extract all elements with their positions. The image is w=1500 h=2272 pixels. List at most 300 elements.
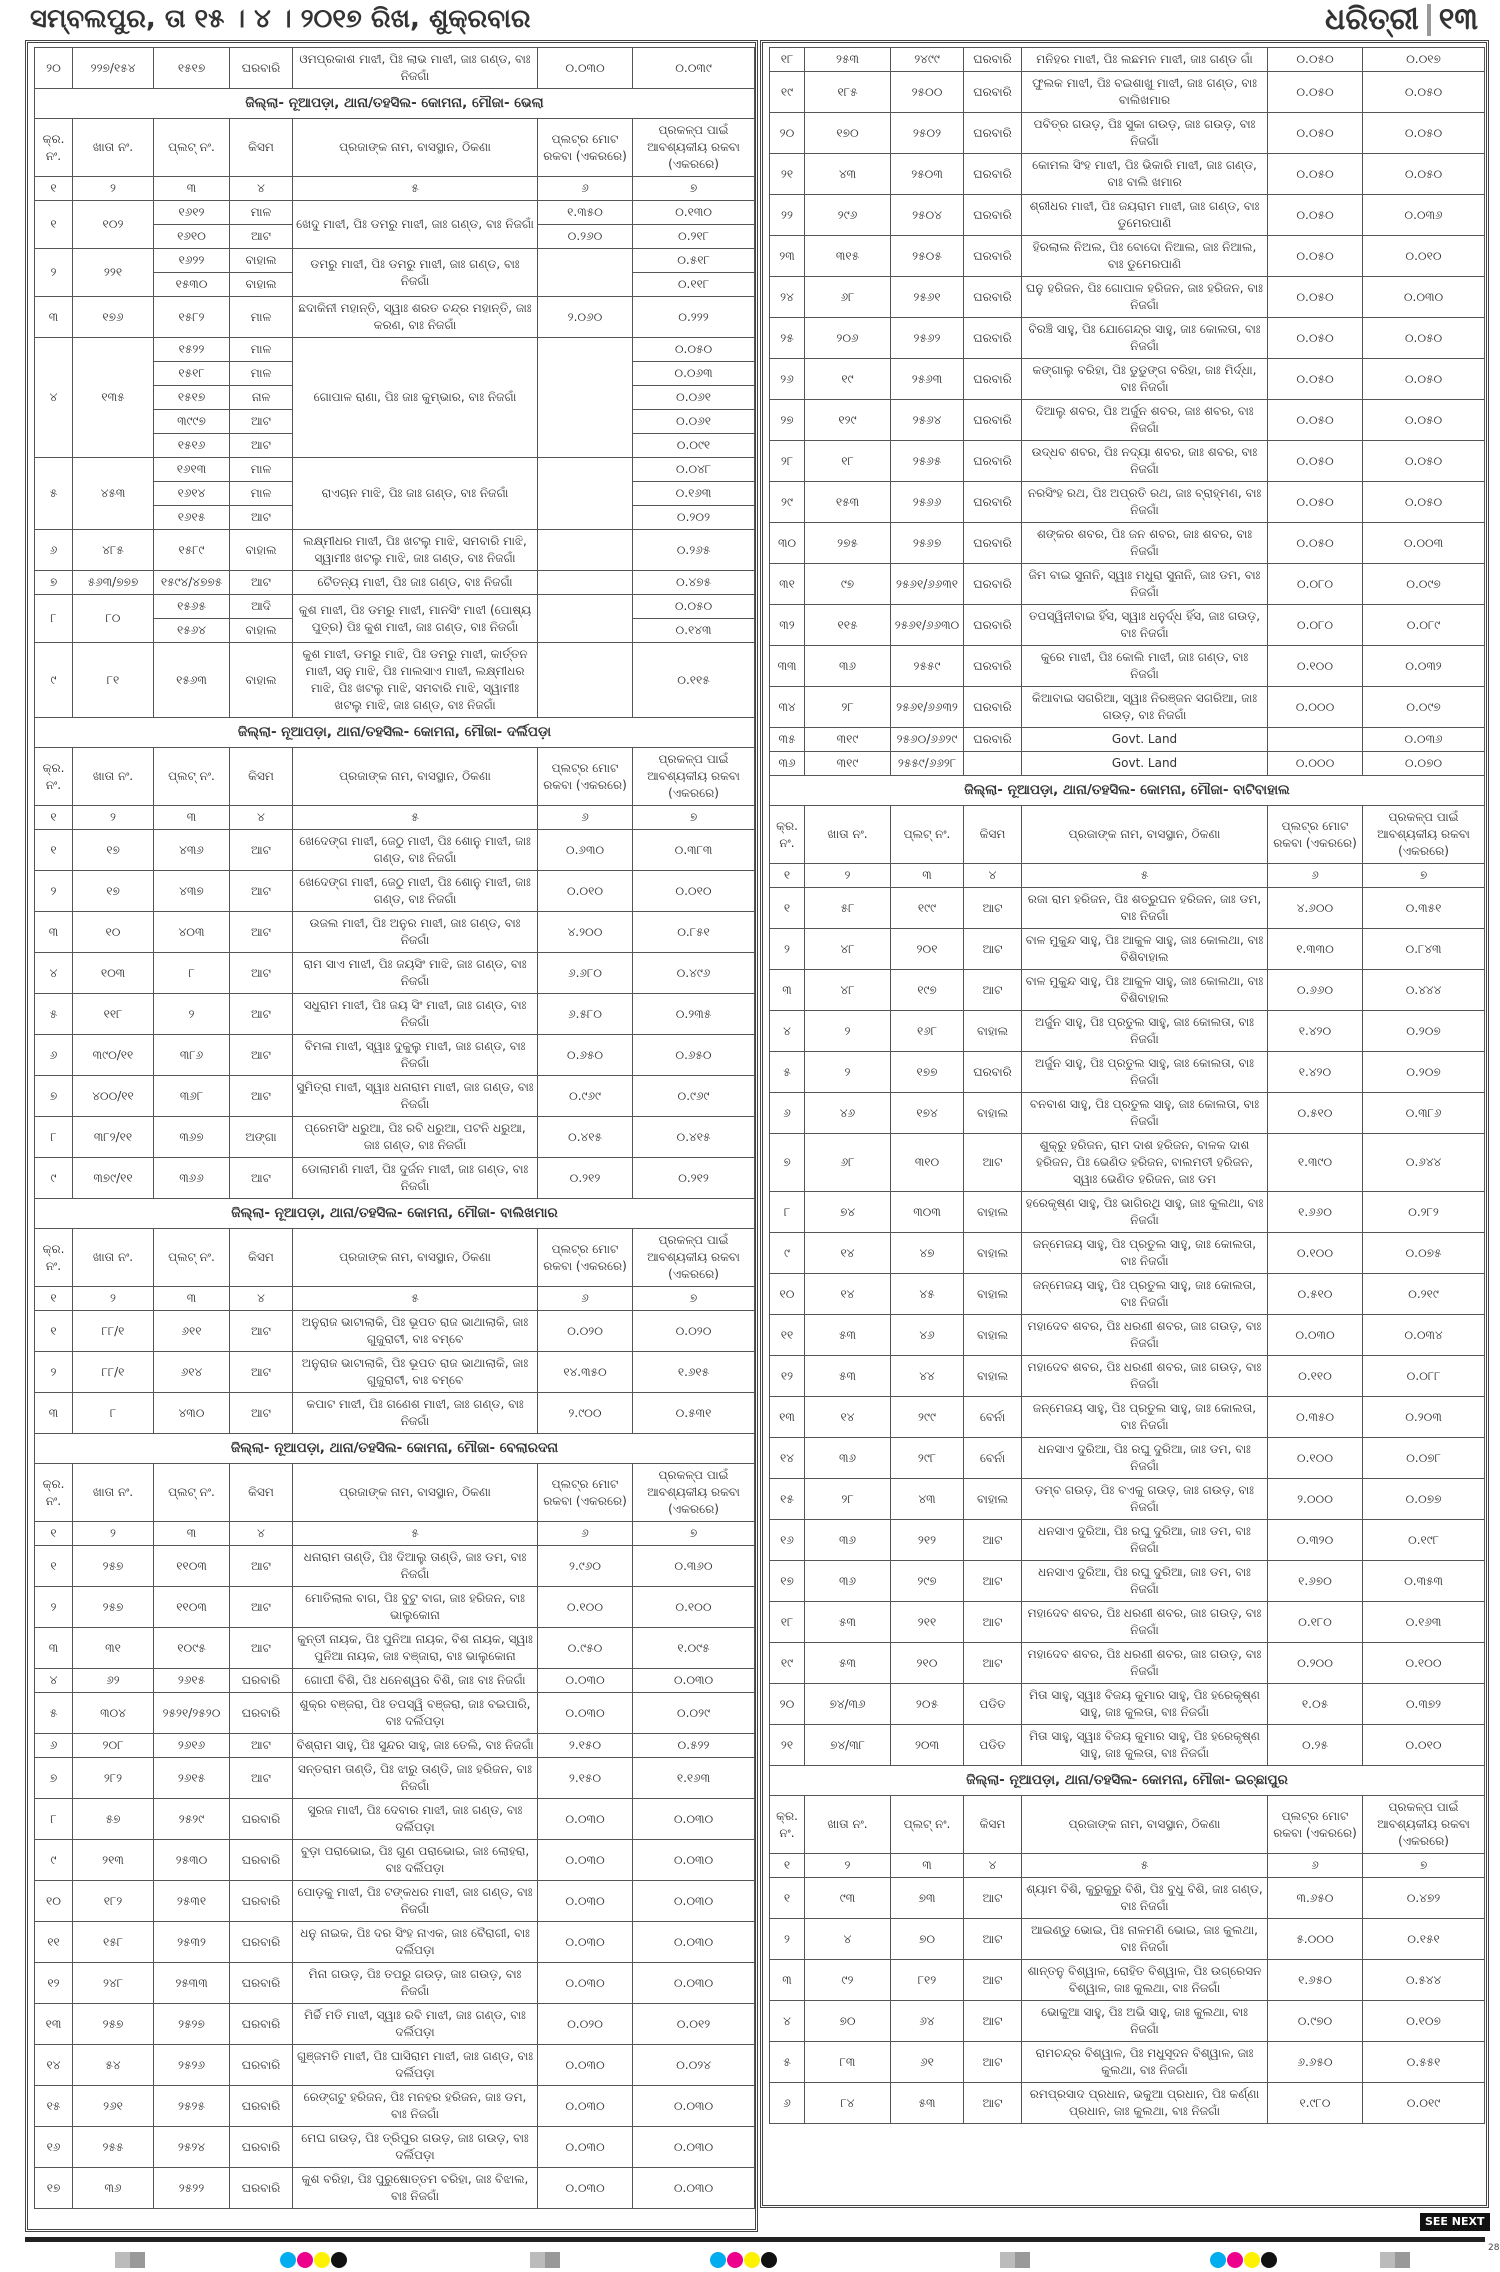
header-plot-no: ପ୍ଲଟ୍ ନଂ. <box>154 748 230 806</box>
plot-total-area: ୦.୦୨୦ <box>538 2004 633 2045</box>
required-area: ୦.୦୧୦ <box>633 871 755 912</box>
serial-no: ୨୩ <box>770 236 805 277</box>
serial-no: ୧୬ <box>35 2127 73 2168</box>
newspaper-brand <box>1325 2 1478 37</box>
serial-no: ୩ <box>35 1628 73 1669</box>
serial-no: ୨ <box>35 249 73 297</box>
plot-total-area: ୦.୦୩୦ <box>538 48 633 89</box>
serial-no: ୮ <box>770 1192 805 1233</box>
plot-total-area: ୦.୦୮୦ <box>1268 605 1363 646</box>
table-row <box>35 1922 755 1963</box>
khata-no: ୫୪ <box>73 2045 154 2086</box>
owner-name-address: ସୁରଜ ମାଝୀ, ପିଃ ଦେବାର ମାଝୀ, ଜାଃ ଗଣ୍ଡ, ବାଃ ଦର୍ଲିପଡ଼ା <box>293 1799 538 1840</box>
khata-no: ୧୧୮ <box>73 994 154 1035</box>
table-row <box>35 1799 755 1840</box>
khata-no: ୩୮୨/୧୧ <box>73 1117 154 1158</box>
plot-no: ୪୬ <box>891 1315 964 1356</box>
khata-no: ୨୮୨ <box>73 1758 154 1799</box>
khata-no: ୨୫୩ <box>805 48 891 72</box>
owner-name-address: ଗୋପାଳ ରାଣା, ପିଃ ଜାଃ କୁମ୍ଭାର, ବାଃ ନିଜଗାଁ <box>293 338 538 458</box>
land-type: ଘରବାରି <box>230 1963 293 2004</box>
owner-name-address: ରେଙ୍ଗଟୁ ହରିଜନ, ପିଃ ମନହର ହରିଜନ, ଜାଃ ଡମ, ବାଃ ନିଜଗାଁ <box>293 2086 538 2127</box>
plot-total-area: ୦.୧୦୦ <box>1268 1438 1363 1479</box>
owner-name-address: ଭୋକୁଆ ସାହୁ, ପିଃ ଅଭି ସାହୁ, ଜାଃ କୁଲଥା, ବାଃ ନିଜଗାଁ <box>1022 2001 1268 2042</box>
owner-name-address: କୁରେ ମାଝୀ, ପିଃ କୋଲି ମାଝୀ, ଜାଃ ଗଣ୍ଡ, ବାଃ ନିଜଗାଁ <box>1022 646 1268 687</box>
khata-no: ୩୧୫ <box>805 236 891 277</box>
plot-total-area: ୧.୩୫୦ <box>538 201 633 225</box>
plot-no: ୩୧୦ <box>891 1134 964 1192</box>
required-area: ୦.୦୧୭ <box>1363 48 1485 72</box>
required-area: ୦.୫୧୮ <box>633 249 755 273</box>
serial-no: ୧୦ <box>770 1274 805 1315</box>
serial-no: ୬ <box>35 1734 73 1758</box>
required-area: ୦.୦୬୧ <box>633 386 755 410</box>
owner-name-address: ତପସ୍ୱିନୀବାଇ ହିଁସ, ସ୍ୱାଃ ଧନୁର୍ଦ୍ଧ ହିଁସ, ଜାଃ ଗଉଡ଼, ବାଃ ନିଜଗାଁ <box>1022 605 1268 646</box>
owner-name-address: ପ୍ରେମସିଂ ଧରୁଆ, ପିଃ ରବି ଧରୁଆ, ପଟନି ଧରୁଆ, ଜାଃ ଗଣ୍ଡ, ବାଃ ନିଜଗାଁ <box>293 1117 538 1158</box>
right-column <box>760 40 1489 2208</box>
plot-no: ୨୫୩୧ <box>154 1881 230 1922</box>
khata-no: ୩୬ <box>73 2168 154 2209</box>
plot-total-area: ୦.୦୩୦ <box>538 1669 633 1693</box>
khata-no: ୯୭ <box>805 564 891 605</box>
required-area: ୦.୦୧୦ <box>1363 1725 1485 1766</box>
khata-no: ୨୫୭ <box>73 2004 154 2045</box>
khata-no: ୧୩୫ <box>73 338 154 458</box>
required-area: ୦.୦୮୮ <box>1363 1356 1485 1397</box>
required-area: ୦.୦୫୦ <box>633 338 755 362</box>
serial-no: ୧ <box>35 830 73 871</box>
khata-no: ୨୬୧ <box>73 2086 154 2127</box>
serial-no: ୬ <box>770 2083 805 2124</box>
plot-total-area: ୦.୯୬୯ <box>538 1076 633 1117</box>
plot-total-area: ୦.୦୩୦ <box>538 1922 633 1963</box>
required-area: ୦.୧୯୮ <box>1363 1520 1485 1561</box>
plot-total-area: ୦.୧୧୦ <box>1268 1356 1363 1397</box>
land-type: ଘରବାରି <box>230 2045 293 2086</box>
required-area: ୦.୧୫୧ <box>1363 1919 1485 1960</box>
land-type: ଘରବାରି <box>964 236 1022 277</box>
plot-total-area: ୦.୦୫୦ <box>1268 154 1363 195</box>
land-type: ବାହାଲ <box>964 1093 1022 1134</box>
required-area: ୦.୦୫୦ <box>1363 400 1485 441</box>
table-row <box>770 1684 1485 1725</box>
plot-total-area: ୦.୧୦୦ <box>538 1587 633 1628</box>
khata-no: ୨ <box>805 1052 891 1093</box>
serial-no: ୩୬ <box>770 752 805 776</box>
section-title: ଜିଲ୍ଲା- ନୂଆପଡ଼ା, ଥାନା/ତହସିଲ- କୋମନା, ମୌଜା- ଭେଲା <box>35 89 755 119</box>
plot-no: ୧୭୪ <box>891 1093 964 1134</box>
serial-no: ୩୧ <box>770 564 805 605</box>
header-land-type: କିସମ <box>230 1229 293 1287</box>
plot-total-area: ୩.୬୫୦ <box>1268 1878 1363 1919</box>
column-number: ୫ <box>1022 864 1268 888</box>
khata-no: ୩୭୯/୧୧ <box>73 1158 154 1199</box>
plot-no: ୧୫୧୭ <box>154 48 230 89</box>
khata-no: ୫୭ <box>73 1799 154 1840</box>
khata-no: ୩୧ <box>73 1628 154 1669</box>
khata-no: ୮୧ <box>73 643 154 718</box>
owner-name-address: କପାଟ ମାଝୀ, ପିଃ ଗଣେଶ ମାଝୀ, ଜାଃ ଗଣ୍ଡ, ବାଃ ନିଜଗାଁ <box>293 1393 538 1434</box>
plot-no: ୬୪ <box>891 2001 964 2042</box>
table-row <box>35 297 755 338</box>
khata-no: ୨୨୭/୧୫୪ <box>73 48 154 89</box>
khata-no: ୩୬ <box>805 646 891 687</box>
owner-name-address: ଧନସାଏ ଦୁରିଆ, ପିଃ ରଘୁ ଦୁରିଆ, ଜାଃ ଡମ, ବାଃ ନିଜଗାଁ <box>1022 1438 1268 1479</box>
header-serial-no: କ୍ର.ନଂ. <box>35 119 73 177</box>
khata-no: ୪୦୦/୧୧ <box>73 1076 154 1117</box>
owner-name-address: ମିନା ଗଉଡ଼, ପିଃ ତପରୁ ଗଉଡ଼, ଜାଃ ଗଉଡ଼, ବାଃ ନିଜଗାଁ <box>293 1963 538 2004</box>
plot-total-area: ୦.୦୫୦ <box>1268 236 1363 277</box>
land-type: ବେର୍ନା <box>964 1438 1022 1479</box>
land-type: ବାହାଲ <box>964 1479 1022 1520</box>
serial-no: ୪ <box>35 1669 73 1693</box>
column-number: ୧ <box>35 177 73 201</box>
plot-no: ୧୬୧୦ <box>154 225 230 249</box>
required-area: ୦.୧୧୮ <box>633 273 755 297</box>
owner-name-address: ପୋଡ଼କୁ ମାଝୀ, ପିଃ ଟଙ୍କଧର ମାଝୀ, ଜାଃ ଗଣ୍ଡ, ବାଃ ନିଜଗାଁ <box>293 1881 538 1922</box>
owner-name-address: ଗୋପୀ ବିଶି, ପିଃ ଧନେଶ୍ୱର ବିଶି, ଜାଃ ବାଃ ନିଜଗାଁ <box>293 1669 538 1693</box>
required-area: ୦.୬୪୪ <box>1363 1134 1485 1192</box>
owner-name-address: ମିର୍ଚ୍ଚି ମତି ମାଝୀ, ସ୍ୱାଃ ରବି ମାଝୀ, ଜାଃ ଗଣ୍ଡ, ବାଃ ଦର୍ଲିପଡ଼ା <box>293 2004 538 2045</box>
plot-total-area: ୦.୦୮୦ <box>1268 564 1363 605</box>
required-area: ୦.୨୧୮ <box>633 225 755 249</box>
header-serial-no: କ୍ର.ନଂ. <box>35 1229 73 1287</box>
table-row <box>770 113 1485 154</box>
plot-total-area: ୨.୯୦୦ <box>538 1393 633 1434</box>
owner-name-address: ଖେଦେଙ୍ଗ ମାଝୀ, ଜେଠୁ ମାଝୀ, ପିଃ ଶୋନୁ ମାଝୀ, ଜାଃ ଗଣ୍ଡ, ବାଃ ନିଜଗାଁ <box>293 871 538 912</box>
column-number: ୭ <box>633 177 755 201</box>
plot-no: ୩୬୬ <box>154 1158 230 1199</box>
plot-no: ୧୫୯୪/୪୭୭୫ <box>154 571 230 595</box>
owner-name-address: ବିରଞ୍ଚି ସାହୁ, ପିଃ ଯୋଗେନ୍ଦ୍ର ସାହୁ, ଜାଃ କୋଲତା, ବାଃ ନିଜଗାଁ <box>1022 318 1268 359</box>
owner-name-address: କୁଶ ବରିହା, ପିଃ ପୁରୁଷୋତ୍ତମ ବରିହା, ଜାଃ ବିଝାଲ, ବାଃ ନିଜଗାଁ <box>293 2168 538 2209</box>
land-type: ଘରବାରି <box>964 728 1022 752</box>
plot-no: ୨୫୦୩ <box>891 154 964 195</box>
table-row <box>35 1693 755 1734</box>
land-type: ଆଟ <box>964 888 1022 929</box>
required-area: ୦.୩୬୦ <box>633 1546 755 1587</box>
header-required-area: ପ୍ରକଳ୍ପ ପାଇଁ ଆବଶ୍ୟକୀୟ ରକବା (ଏକରରେ) <box>633 748 755 806</box>
header-serial-no: କ୍ର.ନଂ. <box>770 806 805 864</box>
plot-no: ୧୫୮୨ <box>154 297 230 338</box>
table-row <box>35 2045 755 2086</box>
required-area: ୧.୦୯୫ <box>633 1628 755 1669</box>
serial-no: ୬ <box>35 530 73 571</box>
plot-no: ୨୧୦ <box>891 1643 964 1684</box>
plot-no: ୨୫୦୦ <box>891 72 964 113</box>
plot-total-area: ୦.୦୫୦ <box>1268 482 1363 523</box>
plot-total-area: ୦.୦୩୦ <box>538 2168 633 2209</box>
land-type: ଆଟ <box>230 994 293 1035</box>
land-type: ବାହାଲ <box>230 273 293 297</box>
table-row <box>770 1356 1485 1397</box>
required-area: ୦.୦୫୦ <box>1363 482 1485 523</box>
column-number: ୪ <box>230 1522 293 1546</box>
table-row <box>35 2086 755 2127</box>
table-row <box>770 195 1485 236</box>
plot-total-area: ୦.୬୬୦ <box>1268 970 1363 1011</box>
land-type: ଘରବାରି <box>964 1052 1022 1093</box>
plot-total-area: ୦.୦୩୦ <box>538 1693 633 1734</box>
required-area: ୦.୦୫୦ <box>1363 72 1485 113</box>
serial-no: ୧୫ <box>35 2086 73 2127</box>
required-area: ୦.୦୭୮ <box>1363 1438 1485 1479</box>
owner-name-address: ଜନ୍ମେଜୟ ସାହୁ, ପିଃ ପ୍ରତୁଲ ସାହୁ, ଜାଃ କୋଲତା, ବାଃ ନିଜଗାଁ <box>1022 1397 1268 1438</box>
plot-no: ୨୧୧ <box>891 1602 964 1643</box>
column-number: ୧ <box>770 1854 805 1878</box>
required-area: ୦.୪୭୫ <box>633 571 755 595</box>
plot-no: ୧୫୧୭ <box>154 386 230 410</box>
plot-total-area: ୦.୦୫୦ <box>1268 400 1363 441</box>
owner-name-address: ମନିହର ମାଝୀ, ପିଃ ଲଛମନ ମାଝୀ, ଜାଃ ଗଣ୍ଡ ଗାଁ <box>1022 48 1268 72</box>
khata-no: ୭୪/୩୮ <box>805 1725 891 1766</box>
serial-no: ୨୫ <box>770 318 805 359</box>
header-khata-no: ଖାତା ନଂ. <box>73 119 154 177</box>
khata-no: ୮ <box>73 1393 154 1434</box>
khata-no: ୫୩ <box>805 1643 891 1684</box>
header-owner-name-address: ପ୍ରଜାଙ୍କ ନାମ, ବାସସ୍ଥାନ, ଠିକଣା <box>293 748 538 806</box>
plot-no: ୫୩ <box>891 2083 964 2124</box>
header-plot-no: ପ୍ଲଟ୍ ନଂ. <box>154 119 230 177</box>
required-area: ୦.୦୩୬ <box>1363 195 1485 236</box>
serial-no: ୨୪ <box>770 277 805 318</box>
plot-no: ୨୫୬୪ <box>891 400 964 441</box>
plot-no: ୨୬୧୬ <box>154 1734 230 1758</box>
serial-no: ୧୬ <box>770 1520 805 1561</box>
required-area: ୦.୩୫୧ <box>1363 888 1485 929</box>
column-number: ୩ <box>154 806 230 830</box>
table-row <box>770 1011 1485 1052</box>
khata-no: ୨୨୧ <box>73 249 154 297</box>
plot-no: ୧୬୧୩ <box>154 458 230 482</box>
land-type: ବାହାଲ <box>964 1274 1022 1315</box>
folio-number: 28 <box>1488 2243 1500 2253</box>
land-type: ଘରବାରି <box>964 605 1022 646</box>
serial-no: ୯ <box>770 1233 805 1274</box>
owner-name-address: ଜିମ ବାଇ ସୁନାନି, ସ୍ୱାଃ ମଧୁରା ସୁନାନି, ଜାଃ ଡମ, ବାଃ ନିଜଗାଁ <box>1022 564 1268 605</box>
plot-total-area <box>538 338 633 458</box>
table-row <box>770 1960 1485 2001</box>
column-header-row <box>35 1464 755 1522</box>
table-row <box>770 1134 1485 1192</box>
owner-name-address: କୁଶ ମାଝୀ, ଡମରୁ ମାଝି, ପିଃ ଡମରୁ ମାଝୀ, କାର୍ତ୍ତନ ମାଝୀ, ସନୁ ମାଝି, ପିଃ ମାଲସାଏ ମାଝୀ, ଲକ୍ଷ୍ମୀଧର ମାଝି, ପିଃ ଖଟଲୁ ମାଝି, ସମବାରି ମାଝି, ସ୍ୱାମୀଃ ଖଟଲୁ ମାଝି, ଜାଃ ଗଣ୍ଡ, ବାଃ ନିଜଗାଁ <box>293 643 538 718</box>
plot-no: ୧୦୯୫ <box>154 1628 230 1669</box>
land-type: ଘରବାରି <box>230 1922 293 1963</box>
plot-total-area: ୦.୫୧୦ <box>1268 1274 1363 1315</box>
section-title: ଜିଲ୍ଲା- ନୂଆପଡ଼ା, ଥାନା/ତହସିଲ- କୋମନା, ମୌଜା- ବାଲିଖମାର <box>35 1199 755 1229</box>
header-owner-name-address: ପ୍ରଜାଙ୍କ ନାମ, ବାସସ୍ଥାନ, ଠିକଣା <box>293 1464 538 1522</box>
plot-total-area <box>538 530 633 571</box>
cmyk-dots <box>710 2252 778 2272</box>
table-row <box>35 1963 755 2004</box>
serial-no: ୧୦ <box>35 1881 73 1922</box>
required-area: ୦.୪୪୪ <box>1363 970 1485 1011</box>
land-type: ଆଟ <box>230 1035 293 1076</box>
land-type: ଆଟ <box>230 1311 293 1352</box>
table-row <box>770 970 1485 1011</box>
cmyk-dots <box>1210 2252 1278 2272</box>
required-area: ୦.୦୩୦ <box>633 1881 755 1922</box>
plot-total-area: ୦.୨୫ <box>1268 1725 1363 1766</box>
serial-no: ୨୯ <box>770 482 805 523</box>
plot-no: ୨୫୬୩ <box>891 359 964 400</box>
required-area: ୦.୦୭୦ <box>1363 752 1485 776</box>
header-land-type: କିସମ <box>964 806 1022 864</box>
plot-total-area: ୬.୫୮୦ <box>538 994 633 1035</box>
owner-name-address: ରାମଚନ୍ଦ୍ର ବିଶ୍ୱାଳ, ପିଃ ମଧୁସୂଦନ ବିଶ୍ୱାଳ, ଜାଃ କୁଲଥା, ବାଃ ନିଜଗାଁ <box>1022 2042 1268 2083</box>
land-type: ଆଟ <box>230 1076 293 1117</box>
plot-no: ୪୫ <box>891 1274 964 1315</box>
required-area: ୦.୦୯୭ <box>1363 564 1485 605</box>
land-type: ଆଟ <box>230 571 293 595</box>
divider <box>1427 4 1431 36</box>
serial-no: ୧୧ <box>35 1922 73 1963</box>
required-area: ୦.୨୦୭ <box>1363 1052 1485 1093</box>
plot-no: ୧୫୨୨ <box>154 338 230 362</box>
plot-no: ୨୫୨୬ <box>154 2045 230 2086</box>
column-number: ୨ <box>73 806 154 830</box>
khata-no: ୪୩ <box>805 154 891 195</box>
section-title-row <box>770 776 1485 806</box>
owner-name-address: ଜନ୍ମେଜୟ ସାହୁ, ପିଃ ପ୍ରତୁଲ ସାହୁ, ଜାଃ କୋଲତା, ବାଃ ନିଜଗାଁ <box>1022 1274 1268 1315</box>
plot-no: ୭୩ <box>891 1878 964 1919</box>
land-type: ଘରବାରି <box>230 1799 293 1840</box>
required-area: ୦.୮୫୧ <box>633 912 755 953</box>
serial-no: ୩ <box>770 1960 805 2001</box>
required-area: ୦.୩୫୩ <box>1363 1561 1485 1602</box>
table-row <box>770 1725 1485 1766</box>
plot-total-area: ୦.୦୫୦ <box>1268 359 1363 400</box>
column-number: ୬ <box>538 177 633 201</box>
header-plot-total-area: ପ୍ଲଟ୍‌ର ମୋଟ ରକବା (ଏକରରେ) <box>1268 1796 1363 1854</box>
table-row <box>770 646 1485 687</box>
table-row <box>35 48 755 89</box>
khata-no: ୨୯୬ <box>805 195 891 236</box>
land-type: ଘରବାରି <box>964 400 1022 441</box>
khata-no: ୩୦୪ <box>73 1693 154 1734</box>
required-area: ୦.୦୬୧ <box>633 410 755 434</box>
plot-no: ୬୧ <box>891 2042 964 2083</box>
required-area: ୦.୦୩୪ <box>1363 1315 1485 1356</box>
required-area: ୦.୦୫୦ <box>1363 318 1485 359</box>
serial-no: ୨ <box>35 1352 73 1393</box>
land-type: ଆଟ <box>964 1602 1022 1643</box>
plot-total-area: ୦.୨୦୦ <box>1268 1643 1363 1684</box>
required-area: ୦.୫୫୧ <box>1363 2042 1485 2083</box>
section-title: ଜିଲ୍ଲା- ନୂଆପଡ଼ା, ଥାନା/ତହସିଲ- କୋମନା, ମୌଜା- ଦର୍ଲିପଡ଼ା <box>35 718 755 748</box>
column-number: ୪ <box>230 806 293 830</box>
khata-no: ୪୮ <box>805 929 891 970</box>
khata-no: ୧୨୯ <box>805 400 891 441</box>
plot-no: ୨୫୬୭ <box>891 523 964 564</box>
section-title-row <box>35 718 755 748</box>
plot-no: ୨୦୩ <box>891 1725 964 1766</box>
header-owner-name-address: ପ୍ରଜାଙ୍କ ନାମ, ବାସସ୍ଥାନ, ଠିକଣା <box>1022 806 1268 864</box>
table-row <box>770 1878 1485 1919</box>
owner-name-address: ନରସିଂହ ରଥ, ପିଃ ଅପ୍ରତି ରଥ, ଜାଃ ବ୍ରାହ୍ମଣ, ବାଃ ନିଜଗାଁ <box>1022 482 1268 523</box>
plot-no: ୮ <box>154 953 230 994</box>
plot-total-area <box>1268 728 1363 752</box>
required-area: ୦.୫୨୨ <box>633 1734 755 1758</box>
column-number: ୫ <box>293 177 538 201</box>
header-owner-name-address: ପ୍ରଜାଙ୍କ ନାମ, ବାସସ୍ଥାନ, ଠିକଣା <box>293 1229 538 1287</box>
table-row <box>35 2004 755 2045</box>
column-number: ୭ <box>633 806 755 830</box>
plot-no: ୧୫୧୬ <box>154 434 230 458</box>
land-type: ଆଟ <box>964 1561 1022 1602</box>
column-number-row <box>35 1522 755 1546</box>
section-title-row <box>770 1766 1485 1796</box>
land-type: ପଡିତ <box>964 1684 1022 1725</box>
serial-no: ୧୨ <box>35 1963 73 2004</box>
plot-total-area: ୦.୦୩୦ <box>538 2127 633 2168</box>
land-type: ଘରବାରି <box>964 523 1022 564</box>
land-type: ଆଟ <box>230 830 293 871</box>
required-area: ୦.୦୩୦ <box>633 1799 755 1840</box>
land-type: ଘରବାରି <box>230 1693 293 1734</box>
required-area: ୦.୦୫୦ <box>1363 441 1485 482</box>
required-area: ୦.୦୩୨ <box>1363 646 1485 687</box>
owner-name-address: ବିଶ୍ରାମ ସାହୁ, ପିଃ ସୁନ୍ଦର ସାହୁ, ଜାଃ ତେଲି, ବାଃ ନିଜଗାଁ <box>293 1734 538 1758</box>
land-type: ଆଦି <box>230 595 293 619</box>
plot-no: ୨୫୬୧/୬୬୩୨ <box>891 687 964 728</box>
owner-name-address: ଅର୍ଜୁନ ସାହୁ, ପିଃ ପ୍ରତୁଲ ସାହୁ, ଜାଃ କୋଲତା, ବାଃ ନିଜଗାଁ <box>1022 1052 1268 1093</box>
owner-name-address: Govt. Land <box>1022 752 1268 776</box>
required-area: ୦.୩୮୩ <box>633 830 755 871</box>
khata-no: ୨୧୩ <box>73 1840 154 1881</box>
table-row <box>35 871 755 912</box>
khata-no: ୭୪ <box>805 1192 891 1233</box>
required-area: ୦.୦୩୦ <box>633 1840 755 1881</box>
required-area: ୦.୦୯୧ <box>633 434 755 458</box>
table-row <box>770 1561 1485 1602</box>
plot-no: ୨୫୬୦/୬୬୨୯ <box>891 728 964 752</box>
khata-no: ୩୧୯ <box>805 752 891 776</box>
required-area: ୦.୪୧୫ <box>633 1117 755 1158</box>
khata-no: ୧୧୫ <box>805 605 891 646</box>
required-area: ୦.୨୧୯ <box>1363 1274 1485 1315</box>
owner-name-address: ହିରଲାଲ ନିଅଲ, ପିଃ ବୋଦୋ ନିଆଲ, ଜାଃ ନିଆଲ, ବାଃ ଡୁମେରପାଣି <box>1022 236 1268 277</box>
plot-total-area: ୦.୩୫୦ <box>1268 1397 1363 1438</box>
table-row <box>35 595 755 619</box>
serial-no: ୧୭ <box>770 1561 805 1602</box>
owner-name-address: ବୁଡ଼ା ପରାଭୋଇ, ପିଃ ଗୁଣ ପରାଭୋଇ, ଜାଃ ଲୋହରା, ବାଃ ଦର୍ଲିପଡ଼ା <box>293 1840 538 1881</box>
required-area: ୦.୦୯୭ <box>1363 687 1485 728</box>
land-type: ବାହାଲ <box>964 1356 1022 1397</box>
required-area: ୧.୬୧୫ <box>633 1352 755 1393</box>
serial-no: ୯ <box>35 1158 73 1199</box>
header-land-type: କିସମ <box>230 119 293 177</box>
land-table-left <box>34 47 755 2209</box>
column-number: ୬ <box>538 1522 633 1546</box>
table-row <box>770 1233 1485 1274</box>
table-row <box>35 1352 755 1393</box>
column-number: ୧ <box>35 806 73 830</box>
plot-total-area: ୦.୦୫୦ <box>1268 113 1363 154</box>
required-area: ୦.୧୦୭ <box>1363 2001 1485 2042</box>
plot-total-area: ୧.୩୯୦ <box>1268 1134 1363 1192</box>
plot-no: ୧୫୮୯ <box>154 530 230 571</box>
khata-no: ୮୮/୧ <box>73 1352 154 1393</box>
plot-total-area: ୧.୪୨୦ <box>1268 1052 1363 1093</box>
serial-no: ୩୦ <box>770 523 805 564</box>
khata-no: ୩୯୦/୧୧ <box>73 1035 154 1076</box>
column-number: ୨ <box>805 864 891 888</box>
khata-no: ୧୪ <box>805 1233 891 1274</box>
owner-name-address: ମୋତିଲାଲ ବାଗ, ପିଃ ବୁଟୁ ବାଗ, ଜାଃ ହରିଜନ, ବାଃ ଭାଲୁକୋନା <box>293 1587 538 1628</box>
owner-name-address: ଛଦାକିନୀ ମହାନ୍ତି, ସ୍ୱାଃ ଶରତ ଚନ୍ଦ୍ର ମହାନ୍ତି, ଜାଃ କରଣ, ବାଃ ନିଜଗାଁ <box>293 297 538 338</box>
khata-no: ୫୮ <box>805 888 891 929</box>
